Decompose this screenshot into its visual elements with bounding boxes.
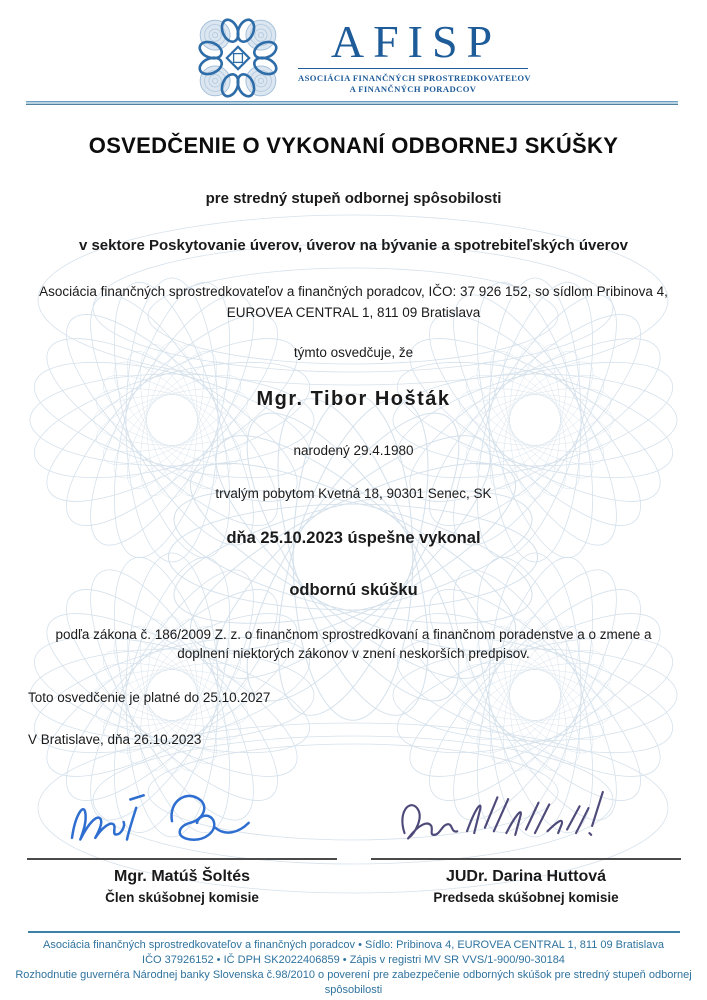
footer-line1: Asociácia finančných sprostredkovateľov a finančných poradcov • Sídlo: Pribinova 4, EUROVEA CENTRAL 1, 811 09 Bratislava: [43, 939, 664, 951]
member-signature-line: [27, 858, 337, 860]
brand-name: AFISP: [330, 16, 502, 67]
footer-divider: [28, 931, 680, 933]
exam-date-line: dňa 25.10.2023 úspešne vykonal: [226, 529, 481, 547]
member-name: Mgr. Matúš Šoltés: [113, 868, 251, 885]
signature-block-member: [27, 778, 337, 905]
member-role: Člen skúšobnej komisie: [105, 890, 259, 905]
footer-line3: Rozhodnutie guvernéra Národnej banky Slovenska č.98/2010 o poverení pre zabezpečenie odborných skúšok pre stredný stupeň odbornej spôsobilosti: [15, 969, 692, 996]
brand-underline: [298, 68, 528, 69]
footer-line2: IČO 37926152 • IČ DPH SK2022406859 • Zápis v registri MV SR VVS/1-900/90-30184: [142, 954, 565, 966]
qualification-level: pre stredný stupeň odbornej spôsobilosti: [205, 190, 502, 207]
afisp-rosette-logo: [190, 14, 286, 102]
brand-subtitle-line2: A FINANČNÝCH PORADCOV: [349, 84, 477, 94]
holder-name: Mgr. Tibor Hošták: [256, 388, 451, 410]
header-divider: [26, 101, 678, 105]
member-signature-handwriting: [57, 778, 307, 856]
exam-name-line: odbornú skúšku: [289, 581, 418, 599]
sector-line: v sektore Poskytovanie úverov, úverov na bývanie a spotrebiteľských úverov: [78, 237, 629, 254]
footer-block: [0, 938, 707, 998]
chair-name: JUDr. Darina Huttová: [445, 868, 607, 885]
chair-signature-line: [371, 858, 681, 860]
birth-date-line: narodený 29.4.1980: [293, 443, 414, 458]
law-reference-paragraph: podľa zákona č. 186/2009 Z. z. o finančnom sprostredkovaní a finančnom poradenstve a o zmene a doplnení niektorých zákonov v znení neskorších predpisov.: [55, 627, 652, 661]
brand-block: [298, 16, 532, 95]
residence-line: trvalým pobytom Kvetná 18, 90301 Senec, SK: [215, 486, 492, 501]
issue-place-date-line: V Bratislave, dňa 26.10.2023: [28, 732, 202, 747]
certificate-title: OSVEDČENIE O VYKONANÍ ODBORNEJ SKÚŠKY: [88, 133, 619, 158]
chair-role: Predseda skúšobnej komisie: [433, 890, 619, 905]
signature-block-chair: [371, 778, 681, 905]
brand-subtitle-line1: ASOCIÁCIA FINANČNÝCH SPROSTREDKOVATEĽOV: [298, 73, 532, 83]
validity-line: Toto osvedčenie je platné do 25.10.2027: [28, 690, 271, 705]
chair-signature-handwriting: [392, 778, 660, 856]
issuer-paragraph: Asociácia finančných sprostredkovateľov a finančných poradcov, IČO: 37 926 152, so sídlom Pribinova 4, EUROVEA CENTRAL 1, 811 09 Bratislava: [39, 284, 668, 320]
certifies-line: týmto osvedčuje, že: [293, 345, 414, 360]
